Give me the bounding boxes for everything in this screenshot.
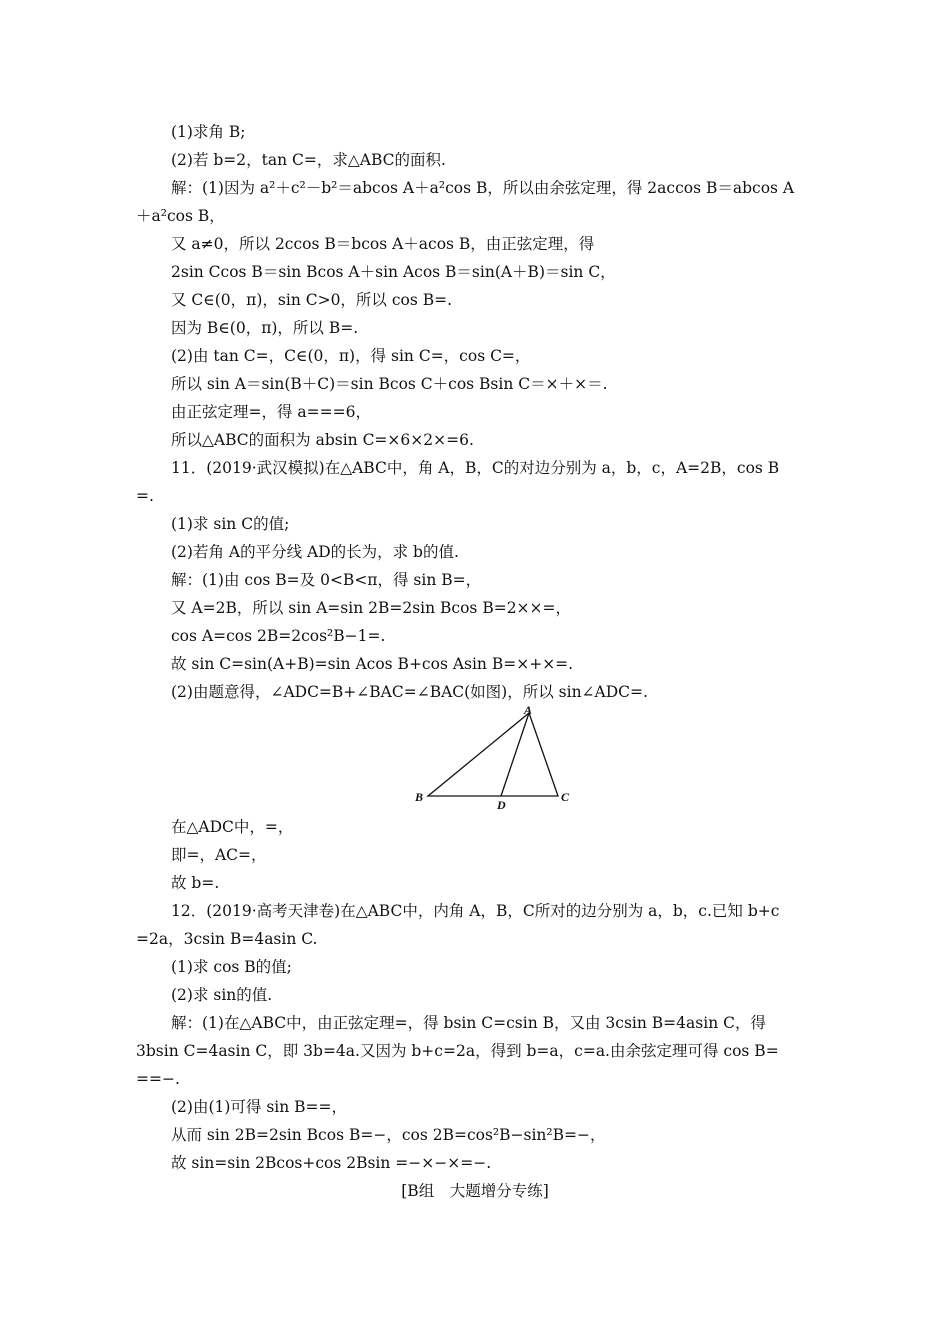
text-line: 故 sin=sin 2Bcos+cos 2Bsin =−×−×=−. — [171, 1154, 492, 1172]
triangle-abc — [428, 713, 558, 796]
text-line: 从而 sin 2B=2sin Bcos B=−，cos 2B=cos²B−sin²B=−， — [171, 1126, 606, 1144]
vertex-label-a: A — [524, 703, 533, 717]
text-line: 解：(1)因为 a²＋c²－b²＝abcos A＋a²cos B，所以由余弦定理，得 2accos B＝abcos A — [171, 179, 795, 197]
text-line: (1)求 sin C的值; — [171, 515, 290, 533]
text-line: =2a，3csin B=4asin C. — [136, 930, 318, 948]
point-label-d: D — [497, 798, 506, 812]
text-line: 故 b=. — [171, 874, 220, 892]
text-line: (2)由(1)可得 sin B==， — [171, 1098, 348, 1116]
text-line: 所以△ABC的面积为 absin C=×6×2×=6. — [171, 431, 474, 449]
text-line: 2sin Ccos B＝sin Bcos A＋sin Acos B＝sin(A＋B)＝sin C， — [171, 263, 616, 281]
text-line: 即=，AC=， — [171, 846, 267, 864]
section-title: [B组 大题增分专练] — [401, 1182, 549, 1200]
text-line: 因为 B∈(0，π)，所以 B=. — [171, 319, 359, 337]
vertex-label-c: C — [561, 790, 570, 804]
text-line: =. — [136, 487, 154, 505]
text-line: (2)求 sin的值. — [171, 986, 273, 1004]
triangle-figure — [410, 703, 580, 815]
text-line: 解：(1)在△ABC中，由正弦定理=，得 bsin C=csin B，又由 3csin B=4asin C，得 — [171, 1014, 766, 1032]
text-line: 又 A=2B，所以 sin A=sin 2B=2sin Bcos B=2××=， — [171, 599, 572, 617]
bisector-ad — [501, 713, 529, 796]
text-line: 3bsin C=4asin C，即 3b=4a.又因为 b+c=2a，得到 b=a，c=a.由余弦定理可得 cos B= — [136, 1042, 779, 1060]
vertex-label-b: B — [415, 790, 424, 804]
text-line: (2)由题意得，∠ADC=B+∠BAC=∠BAC(如图)，所以 sin∠ADC=. — [171, 683, 648, 701]
text-line: (2)若 b=2，tan C=，求△ABC的面积. — [171, 151, 446, 169]
text-line: ＋a²cos B， — [136, 207, 225, 225]
text-line: 又 C∈(0，π)，sin C>0，所以 cos B=. — [171, 291, 453, 309]
text-line: 解：(1)由 cos B=及 0<B<π，得 sin B=， — [171, 571, 482, 589]
text-line: 由正弦定理=，得 a===6， — [171, 403, 371, 421]
text-line: 又 a≠0，所以 2ccos B＝bcos A＋acos B，由正弦定理，得 — [171, 235, 595, 253]
text-line: (2)若角 A的平分线 AD的长为，求 b的值. — [171, 543, 459, 561]
text-line: (1)求 cos B的值; — [171, 958, 292, 976]
text-line: (2)由 tan C=，C∈(0，π)，得 sin C=，cos C=， — [171, 347, 531, 365]
text-line: 所以 sin A＝sin(B＋C)＝sin Bcos C＋cos Bsin C＝×＋×＝. — [171, 375, 608, 393]
text-line: cos A=cos 2B=2cos²B−1=. — [171, 627, 386, 645]
text-line: 在△ADC中，=， — [171, 818, 294, 836]
problem-12-heading: 12．(2019·高考天津卷)在△ABC中，内角 A，B，C所对的边分别为 a，b，c.已知 b+c — [171, 902, 780, 920]
text-line: 故 sin C=sin(A+B)=sin Acos B+cos Asin B=×+×=. — [171, 655, 574, 673]
text-line: (1)求角 B; — [171, 123, 246, 141]
problem-11-heading: 11．(2019·武汉模拟)在△ABC中，角 A，B，C的对边分别为 a，b，c，A=2B，cos B — [171, 459, 780, 477]
text-line: ==−. — [136, 1070, 180, 1088]
